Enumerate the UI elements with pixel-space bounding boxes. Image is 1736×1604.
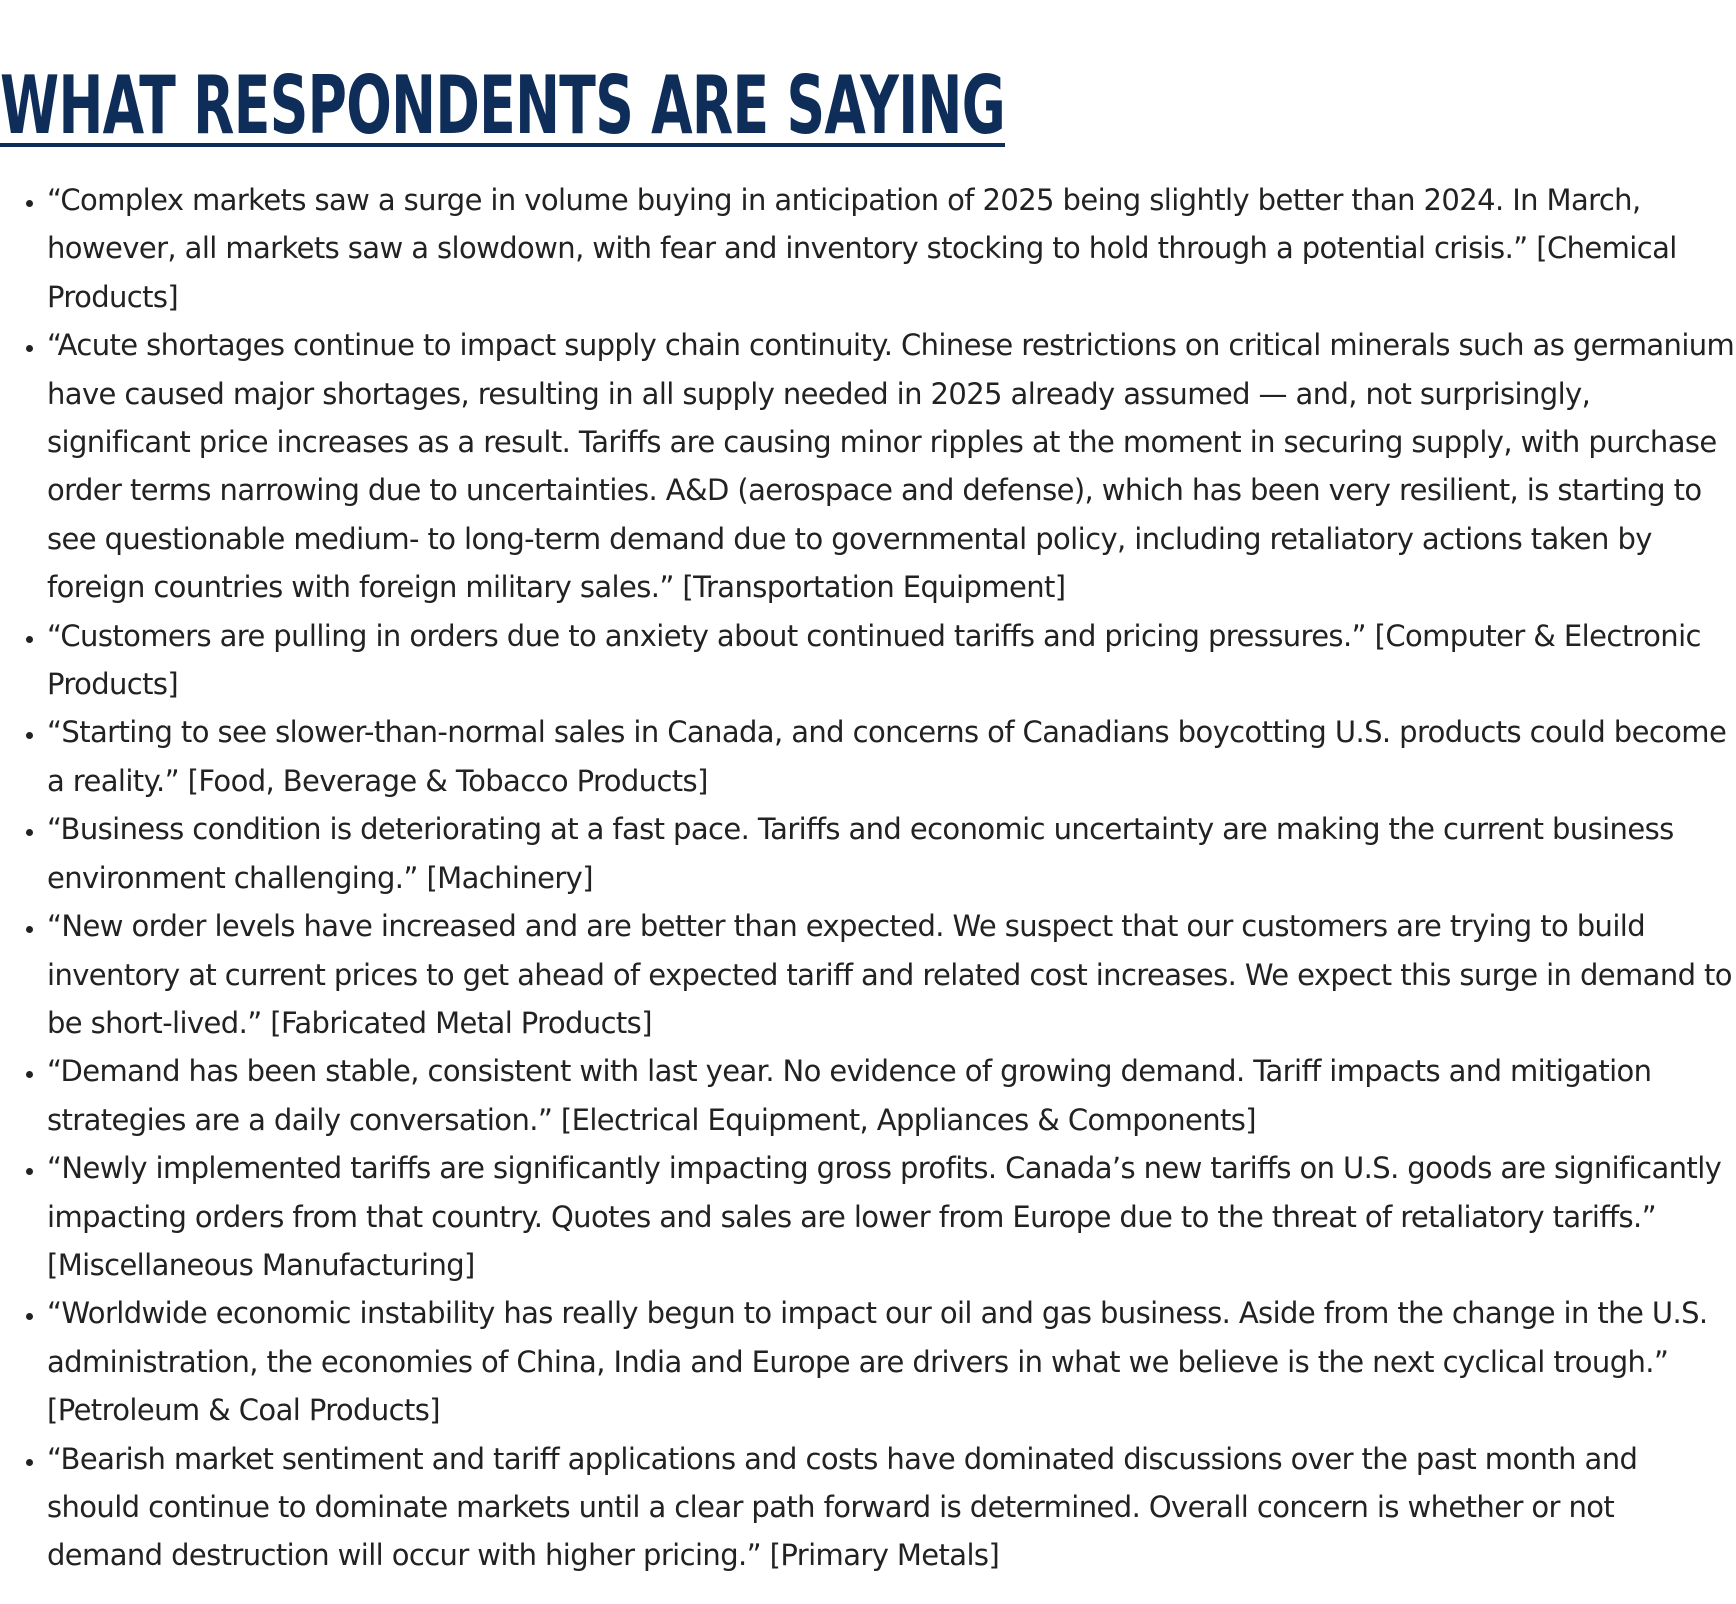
quote-item: • “Starting to see slower-than-normal sales in Canada, and concerns of Canadians boycotting U.S. products could become a reality.” [Food, Beverage & Tobacco Products] bbox=[47, 708, 1736, 805]
quote-item: • “Acute shortages continue to impact supply chain continuity. Chinese restrictions on critical minerals such as germanium have caused major shortages, resulting in all supply needed in 2025 already assumed — and, not surprisingly, significant price increases as a result. Tariffs are causing minor ripples at the moment in securing supply, with purchase order terms narrowing due to uncertainties. A&D (aerospace and defense), which has been very resilient, is starting to see questionable medium- to long-term demand due to governmental policy, including retaliatory actions taken by foreign countries with foreign military sales.” [Transportation Equipment] bbox=[47, 321, 1736, 611]
quote-item: • “Worldwide economic instability has really begun to impact our oil and gas business. Aside from the change in the U.S. administration, the economies of China, India and Europe are drivers in what we believe is the next cyclical trough.” [Petroleum & Coal Products] bbox=[47, 1289, 1736, 1434]
quote-item: • “Customers are pulling in orders due to anxiety about continued tariffs and pricing pressures.” [Computer & Electronic Products] bbox=[47, 612, 1736, 709]
quote-item: • “Bearish market sentiment and tariff applications and costs have dominated discussions over the past month and should continue to dominate markets until a clear path forward is determined. Overall concern is whether or not demand destruction will occur with higher pricing.” [Primary Metals] bbox=[47, 1435, 1736, 1580]
quote-item: • “Complex markets saw a surge in volume buying in anticipation of 2025 being slightly better than 2024. In March, however, all markets saw a slowdown, with fear and inventory stocking to hold through a potential crisis.” [Chemical Products] bbox=[47, 176, 1736, 321]
quote-item: • “Demand has been stable, consistent with last year. No evidence of growing demand. Tariff impacts and mitigation strategies are a daily conversation.” [Electrical Equipment, Appliances & Components] bbox=[47, 1047, 1736, 1144]
page-title: WHAT RESPONDENTS ARE SAYING bbox=[0, 59, 1006, 152]
quote-item: • “Business condition is deteriorating at a fast pace. Tariffs and economic uncertainty are making the current business environment challenging.” [Machinery] bbox=[47, 805, 1736, 902]
respondent-quotes-list bbox=[0, 176, 1736, 1580]
quote-item: • “Newly implemented tariffs are significantly impacting gross profits. Canada’s new tariffs on U.S. goods are significantly impacting orders from that country. Quotes and sales are lower from Europe due to the threat of retaliatory tariffs.” [Miscellaneous Manufacturing] bbox=[47, 1144, 1736, 1289]
quote-item: • “New order levels have increased and are better than expected. We suspect that our customers are trying to build inventory at current prices to get ahead of expected tariff and related cost increases. We expect this surge in demand to be short-lived.” [Fabricated Metal Products] bbox=[47, 902, 1736, 1047]
